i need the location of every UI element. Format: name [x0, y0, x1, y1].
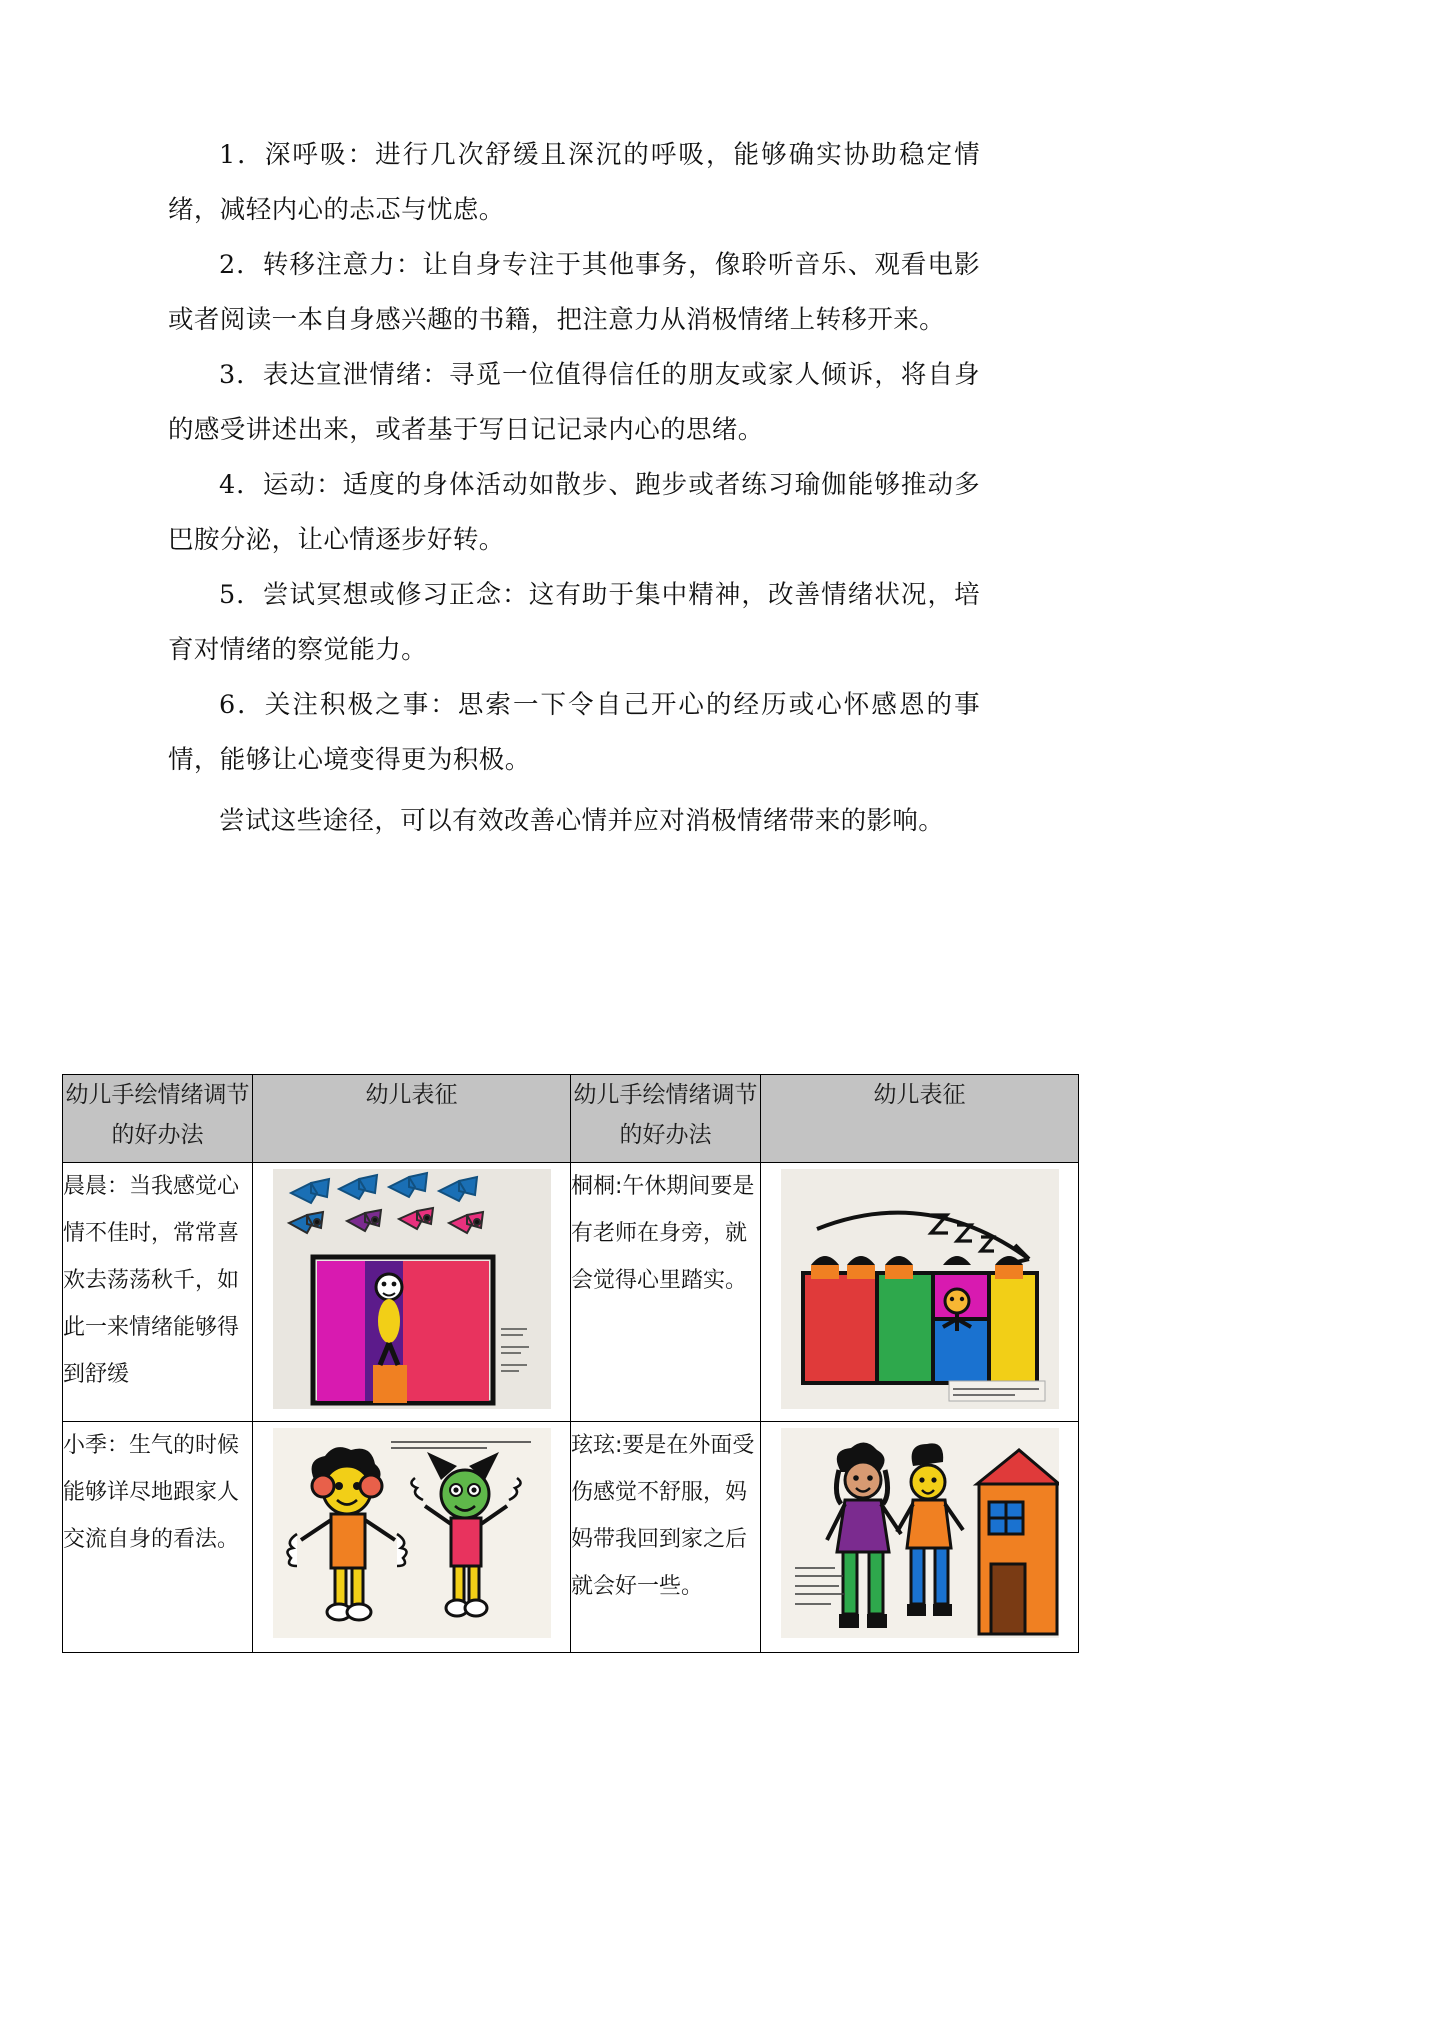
child-drawing-swing [253, 1163, 570, 1415]
representation-table [62, 1074, 1079, 1653]
drawing-cell-nap [761, 1163, 1079, 1422]
table-header-method-1: 幼儿手绘情绪调节的好办法 [63, 1075, 253, 1163]
child-drawing-going-home [761, 1422, 1078, 1644]
child-drawing-swing-icon [273, 1169, 551, 1409]
paragraph-2: 2．转移注意力：让自身专注于其他事务，像聆听音乐、观看电影或者阅读一本自身感兴趣的书籍，把注意力从消极情绪上转移开来。 [168, 250, 980, 335]
table-row [63, 1163, 1079, 1422]
table-header-method-2: 幼儿手绘情绪调节的好办法 [571, 1075, 761, 1163]
child-drawing-nap-icon [781, 1169, 1059, 1409]
table-header-row [63, 1075, 1079, 1163]
child-drawing-family-talk-icon [273, 1428, 551, 1638]
table-header-drawing-2: 幼儿表征 [761, 1075, 1079, 1163]
drawing-cell-family-talk [253, 1422, 571, 1653]
method-text-xuanxuan: 玹玹:要是在外面受伤感觉不舒服，妈妈带我回到家之后就会好一些。 [571, 1422, 761, 1653]
method-text-chenchen: 晨晨：当我感觉心情不佳时，常常喜欢去荡荡秋千，如此一来情绪能够得到舒缓 [63, 1163, 253, 1422]
paragraph-3: 3．表达宣泄情绪：寻觅一位值得信任的朋友或家人倾诉，将自身的感受讲述出来，或者基于写日记记录内心的思绪。 [168, 360, 980, 445]
paragraph-4: 4．运动：适度的身体活动如散步、跑步或者练习瑜伽能够推动多巴胺分泌，让心情逐步好转。 [168, 470, 980, 555]
child-drawing-going-home-icon [781, 1428, 1059, 1638]
paragraph-5: 5．尝试冥想或修习正念：这有助于集中精神，改善情绪状况，培育对情绪的察觉能力。 [168, 580, 980, 665]
drawing-cell-going-home [761, 1422, 1079, 1653]
paragraph-1: 1．深呼吸：进行几次舒缓且深沉的呼吸，能够确实协助稳定情绪，减轻内心的忐忑与忧虑。 [168, 140, 980, 225]
drawing-cell-swing [253, 1163, 571, 1422]
document-body [168, 128, 980, 849]
method-text-xiaoji: 小季：生气的时候能够详尽地跟家人交流自身的看法。 [63, 1422, 253, 1653]
paragraph-6: 6．关注积极之事：思索一下令自己开心的经历或心怀感恩的事情，能够让心境变得更为积极。 [168, 690, 980, 775]
child-drawing-nap [761, 1163, 1078, 1415]
paragraph-closing: 尝试这些途径，可以有效改善心情并应对消极情绪带来的影响。 [219, 806, 945, 836]
child-drawing-family-talk [253, 1422, 570, 1644]
method-text-tongtong: 桐桐:午休期间要是有老师在身旁，就会觉得心里踏实。 [571, 1163, 761, 1422]
table-header-drawing-1: 幼儿表征 [253, 1075, 571, 1163]
representation-table-wrapper [62, 1074, 1078, 1653]
table-row [63, 1422, 1079, 1653]
